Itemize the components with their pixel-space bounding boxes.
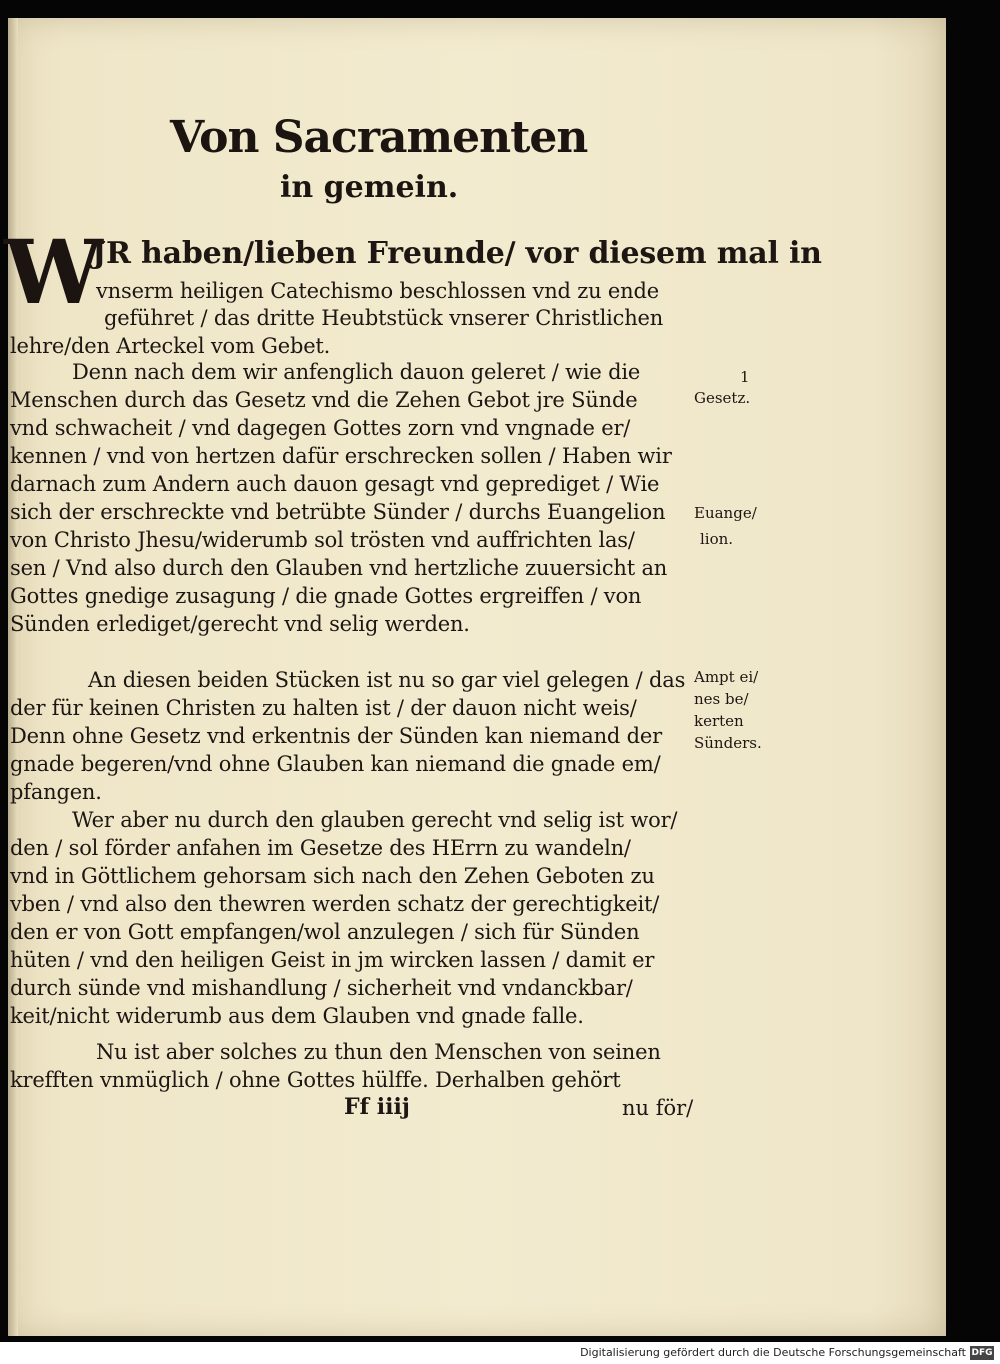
margin-note: 1 xyxy=(740,368,750,386)
text-line: hüten / vnd den heiligen Geist in jm wircken lassen / damit er xyxy=(10,948,655,972)
text-line: durch sünde vnd mishandlung / sicherheit vnd vndanckbar/ xyxy=(10,976,633,1000)
dfg-logo: DFG xyxy=(971,1348,993,1358)
text-line: den / sol förder anfahen im Gesetze des HErrn zu wandeln/ xyxy=(10,836,631,860)
page-edge xyxy=(8,18,18,1336)
text-line: vnd schwacheit / vnd dagegen Gottes zorn vnd vngnade er/ xyxy=(10,416,631,440)
margin-note: Ampt ei/ xyxy=(694,668,759,686)
catchword: nu för/ xyxy=(622,1096,694,1120)
page-title: Von Sacramenten xyxy=(170,112,588,163)
text-line: den er von Gott empfangen/wol anzulegen / sich für Sünden xyxy=(10,920,640,944)
text-line: lehre/den Arteckel vom Gebet. xyxy=(10,334,331,358)
text-line: Nu ist aber solches zu thun den Menschen von seinen xyxy=(96,1040,661,1064)
text-line: sich der erschreckte vnd betrübte Sünder / durchs Euangelion xyxy=(10,500,666,524)
decorated-initial: W xyxy=(4,220,103,324)
text-line: geführet / das dritte Heubtstück vnserer Christlichen xyxy=(104,306,664,330)
text-line: vben / vnd also den thewren werden schatz der gerechtigkeit/ xyxy=(10,892,660,916)
text-line: Wer aber nu durch den glauben gerecht vnd selig ist wor/ xyxy=(72,808,678,832)
footer-bar xyxy=(0,1342,1000,1364)
text-line: kennen / vnd von hertzen dafür erschrecken sollen / Haben wir xyxy=(10,444,672,468)
margin-note: Sünders. xyxy=(694,734,762,752)
margin-note: lion. xyxy=(700,530,734,548)
text-line: krefften vnmüglich / ohne Gottes hülffe. Derhalben gehört xyxy=(10,1068,621,1092)
text-line: Sünden erlediget/gerecht vnd selig werden. xyxy=(10,612,470,636)
footer-credit: Digitalisierung gefördert durch die Deutsche Forschungsgemeinschaft xyxy=(580,1346,966,1359)
text-line: von Christo Jhesu/widerumb sol trösten vnd auffrichten las/ xyxy=(10,528,635,552)
text-line: JR haben/lieben Freunde/ vor diesem mal in xyxy=(92,236,822,271)
text-line: Gottes gnedige zusagung / die gnade Gottes ergreiffen / von xyxy=(10,584,642,608)
text-line: vnserm heiligen Catechismo beschlossen vnd zu ende xyxy=(96,279,659,303)
text-line: Denn nach dem wir anfenglich dauon geleret / wie die xyxy=(72,360,641,384)
margin-note: Euange/ xyxy=(694,504,757,522)
text-line: sen / Vnd also durch den Glauben vnd hertzliche zuuersicht an xyxy=(10,556,668,580)
margin-note: kerten xyxy=(694,712,744,730)
text-line: Menschen durch das Gesetz vnd die Zehen Gebot jre Sünde xyxy=(10,388,638,412)
margin-note: Gesetz. xyxy=(694,389,751,407)
page-subtitle: in gemein. xyxy=(280,170,459,205)
margin-note: nes be/ xyxy=(694,690,749,708)
text-line: pfangen. xyxy=(10,780,102,804)
signature-mark: Ff iiij xyxy=(344,1094,410,1120)
text-line: An diesen beiden Stücken ist nu so gar viel gelegen / das xyxy=(88,668,686,692)
text-line: keit/nicht widerumb aus dem Glauben vnd gnade falle. xyxy=(10,1004,584,1028)
text-line: vnd in Göttlichem gehorsam sich nach den Zehen Geboten zu xyxy=(10,864,655,888)
text-line: der für keinen Christen zu halten ist / der dauon nicht weis/ xyxy=(10,696,637,720)
text-line: gnade begeren/vnd ohne Glauben kan niemand die gnade em/ xyxy=(10,752,661,776)
text-line: Denn ohne Gesetz vnd erkentnis der Sünden kan niemand der xyxy=(10,724,662,748)
text-line: darnach zum Andern auch dauon gesagt vnd geprediget / Wie xyxy=(10,472,660,496)
